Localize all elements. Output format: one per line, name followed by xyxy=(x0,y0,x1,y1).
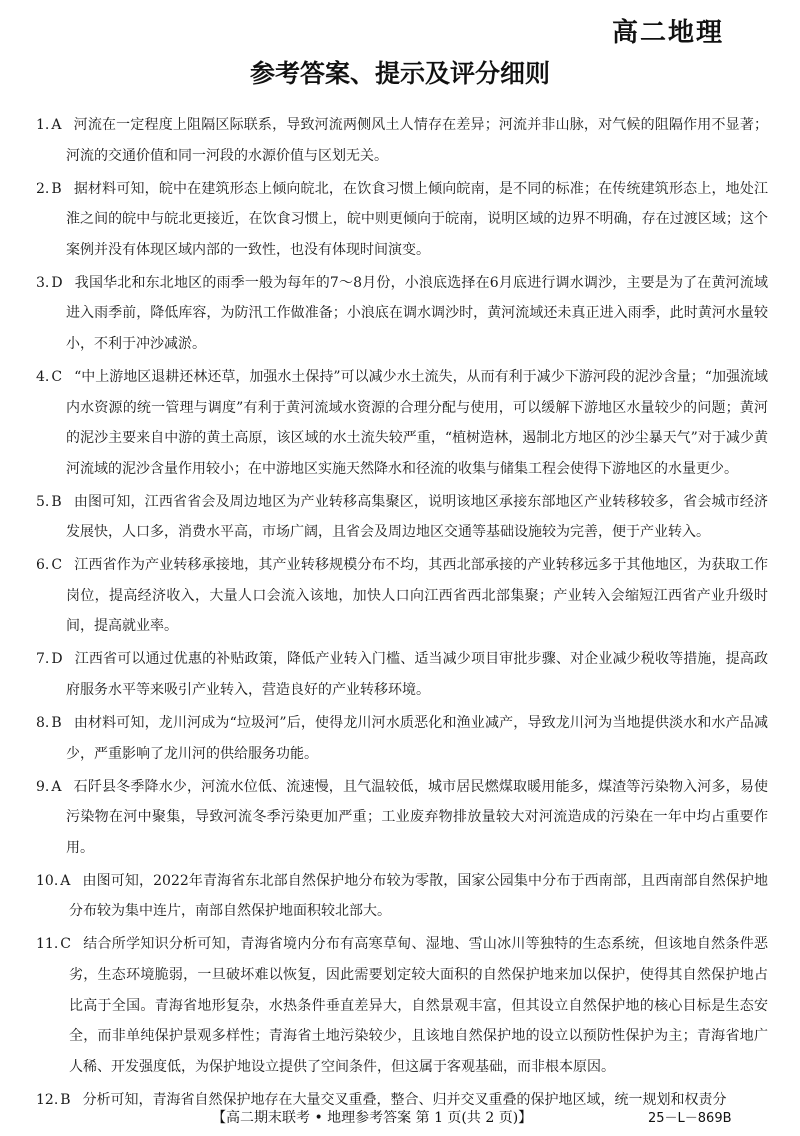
answer-key: A xyxy=(60,872,71,889)
answer-number: 2. xyxy=(36,180,50,197)
answer-explanation: 据材料可知，皖中在建筑形态上倾向皖北，在饮食习惯上倾向皖南，是不同的标准；在传统建筑形态上，地处江淮之间的皖中与皖北更接近，在饮食习惯上，皖中则更倾向于皖南，说明区域的边界不明确，存在过渡区域；这个案例并没有体现区域内部的一致性，也没有体现时间演变。 xyxy=(66,180,768,258)
answer-key: A xyxy=(51,778,62,795)
answer-item-7 xyxy=(36,644,768,705)
answer-number: 5. xyxy=(36,493,50,510)
answer-key: C xyxy=(51,368,63,385)
answer-number: 9. xyxy=(36,778,50,795)
footer-exam-info xyxy=(212,1107,532,1127)
answer-number: 7. xyxy=(36,651,50,668)
answer-key: B xyxy=(60,1091,71,1108)
answer-explanation: 江西省作为产业转移承接地，其产业转移规模分布不均，其西北部承接的产业转移远多于其他地区，为获取工作岗位，提高经济收入，大量人口会流入该地，加快人口向江西省西北部集聚；产业转入会缩短江西省产业升级时间，提高就业率。 xyxy=(66,557,768,635)
footer-exam-name: 【高二期末联考 • 地理参考答案 xyxy=(212,1110,412,1126)
answer-number: 11. xyxy=(36,936,59,953)
subject-label: 高二地理 xyxy=(612,18,725,48)
answer-explanation: 江西省可以通过优惠的补贴政策，降低产业转入门槛、适当减少项目审批步骤、对企业减少税收等措施，提高政府服务水平等来吸引产业转入，营造良好的产业转移环境。 xyxy=(66,651,768,699)
answer-number: 8. xyxy=(36,715,50,732)
answer-key: D xyxy=(51,651,63,668)
answer-item-5 xyxy=(36,487,768,548)
answer-number: 12. xyxy=(36,1091,59,1108)
answer-explanation: 石阡县冬季降水少，河流水位低、流速慢，且气温较低，城市居民燃煤取暖用能多，煤渣等污染物入河多，易使污染物在河中聚集，导致河流冬季污染更加严重；工业废弃物排放量较大对河流造成的污染在一年中均占重要作用。 xyxy=(66,778,768,856)
answer-explanation: 河流在一定程度上阻隔区际联系，导致河流两侧风土人情存在差异；河流并非山脉，对气候的阻隔作用不显著；河流的交通价值和同一河段的水源价值与区划无关。 xyxy=(66,117,768,164)
answer-key: A xyxy=(51,117,62,133)
answer-number: 10. xyxy=(36,872,59,889)
answer-number: 4. xyxy=(36,368,50,385)
answer-explanation: 由材料可知，龙川河成为“垃圾河”后，使得龙川河水质恶化和渔业减产，导致龙川河为当地提供淡水和水产品减少，严重影响了龙川河的供给服务功能。 xyxy=(66,715,768,762)
answer-item-8 xyxy=(36,708,768,769)
answer-item-1 xyxy=(36,110,768,171)
answer-item-2 xyxy=(36,174,768,266)
answer-explanation: 结合所学知识分析可知，青海省境内分布有高寒草甸、湿地、雪山冰川等独特的生态系统，但该地自然条件恶劣，生态环境脆弱，一旦破坏难以恢复，因此需要划定较大面积的自然保护地来加以保护，使得其自然保护地占比高于全国。青海省地形复杂，水热条件垂直差异大，自然景观丰富，但其设立自然保护地的核心目标是生态安全，而非单纯保护景观多样性；青海省土地污染较少，且该地自然保护地的设立以预防性保护为主；青海省地广人稀、开发强度低，为保护地设立提供了空间条件，但这属于客观基础，而非根本原因。 xyxy=(69,936,768,1075)
answer-key: B xyxy=(51,715,62,732)
answer-item-11 xyxy=(36,929,768,1082)
footer-page-number: 第 1 页(共 2 页)】 xyxy=(415,1110,533,1126)
answer-key: B xyxy=(51,180,62,197)
answer-key: D xyxy=(51,274,63,291)
answer-number: 3. xyxy=(36,274,50,291)
answer-number: 6. xyxy=(36,557,50,574)
answer-key: B xyxy=(51,493,62,510)
answer-explanation: 由图可知，2022年青海省东北部自然保护地分布较为零散，国家公园集中分布于西南部，且西南部自然保护地分布较为集中连片，南部自然保护地面积较北部大。 xyxy=(69,872,768,920)
answer-item-4 xyxy=(36,362,768,484)
answer-key: C xyxy=(51,557,63,574)
answer-explanation: 分析可知，青海省自然保护地存在大量交叉重叠，整合、归并交叉重叠的保护地区域，统一规划和权责分 xyxy=(82,1091,727,1108)
answer-number: 1. xyxy=(36,117,50,133)
answer-explanation: 由图可知，江西省省会及周边地区为产业转移高集聚区，说明该地区承接东部地区产业转移较多，省会城市经济发展快，人口多，消费水平高，市场广阔，且省会及周边地区交通等基础设施较为完善，便于产业转入。 xyxy=(66,493,768,541)
answer-explanation: “中上游地区退耕还林还草，加强水土保持”可以减少水土流失，从而有利于减少下游河段的泥沙含量；“加强流域内水资源的统一管理与调度”有利于黄河流域水资源的合理分配与使用，可以缓解下游地区水量较少的问题；黄河的泥沙主要来自中游的黄土高原，该区域的水土流失较严重，“植树造林，遏制北方地区的沙尘暴天气”对于减少黄河流域的泥沙含量作用较小；在中游地区实施天然降水和径流的收集与储集工程会使得下游地区的水量更少。 xyxy=(66,368,768,477)
answer-item-3 xyxy=(36,268,768,360)
answer-key: C xyxy=(60,936,71,953)
answer-item-6 xyxy=(36,550,768,642)
answer-item-9 xyxy=(36,772,768,864)
answer-list xyxy=(36,110,768,1118)
footer-doc-code: 25－L－869B xyxy=(648,1111,732,1126)
page-title: 参考答案、提示及评分细则 xyxy=(249,59,550,88)
answer-explanation: 我国华北和东北地区的雨季一般为每年的7～8月份，小浪底选择在6月底进行调水调沙，主要是为了在黄河流域进入雨季前，降低库容，为防汛工作做准备；小浪底在调水调沙时，黄河流域还未真正进入雨季，此时黄河水量较小，不利于冲沙减淤。 xyxy=(66,274,768,352)
answer-item-10 xyxy=(36,866,768,927)
